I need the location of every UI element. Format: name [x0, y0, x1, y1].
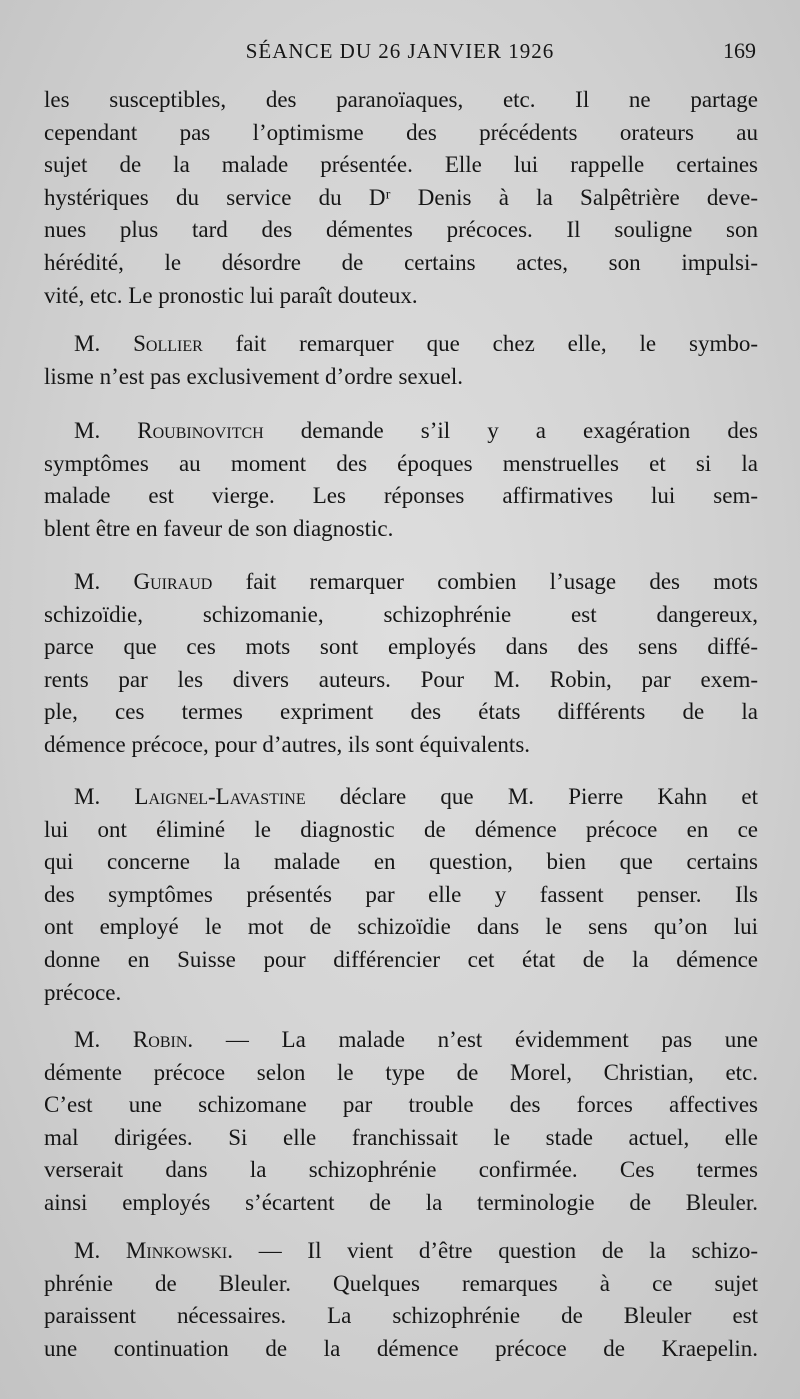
text-line: malade est vierge. Les réponses affirmatives lui sem-	[44, 483, 758, 509]
text-line: ainsi employés s’écartent de la terminologie de Bleuler.	[44, 1189, 758, 1215]
line-text: fait remarquer que chez elle, le symbo-	[202, 331, 758, 356]
page-number: 169	[723, 38, 756, 63]
text-line: vité, etc. Le pronostic lui paraît douteux.	[44, 282, 418, 308]
paragraph-guiraud	[44, 566, 758, 762]
text-line: sujet de la malade présentée. Elle lui rappelle certaines	[44, 152, 758, 178]
text-line	[44, 415, 758, 448]
paragraph-laignel-lavastine	[44, 781, 758, 1009]
paragraph-sollier	[44, 328, 758, 393]
line-text: demande s’il y a exagération des	[263, 418, 759, 443]
text-line: paraissent nécessaires. La schizophrénie de Bleuler est	[44, 1303, 758, 1329]
speaker-name: Guiraud	[133, 569, 213, 594]
text-line: nues plus tard des démentes précoces. Il souligne son	[44, 217, 758, 243]
text-line: démente précoce selon le type de Morel, Christian, etc.	[44, 1059, 758, 1085]
speaker-name: Minkowski	[125, 1238, 228, 1263]
speaker-prefix: M.	[74, 418, 138, 443]
speaker-prefix: M.	[74, 1238, 126, 1263]
running-title: SÉANCE DU 26 JANVIER 1926	[245, 39, 555, 63]
speaker-prefix: M.	[74, 784, 135, 809]
text-line	[44, 1024, 758, 1057]
text-line	[44, 1235, 758, 1268]
speaker-name: Roubinovitch	[137, 418, 264, 443]
speaker-prefix: M.	[74, 1027, 133, 1052]
speaker-name: Laignel-Lavastine	[134, 784, 306, 809]
text-line: rents par les divers auteurs. Pour M. Robin, par exem-	[44, 666, 758, 692]
paragraph-roubinovitch	[44, 415, 758, 545]
text-line: une continuation de la démence précoce de Kraepelin.	[44, 1335, 758, 1361]
running-head	[44, 36, 756, 66]
paragraph-continuation	[44, 84, 758, 312]
text-line: démence précoce, pour d’autres, ils sont équivalents.	[44, 731, 531, 757]
text-line: mal dirigées. Si elle franchissait le stade actuel, elle	[44, 1124, 758, 1150]
speaker-name: Sollier	[133, 331, 203, 356]
text-line: phrénie de Bleuler. Quelques remarques à ce sujet	[44, 1270, 758, 1296]
text-line: hystériques du service du Dʳ Denis à la Salpêtrière deve-	[44, 184, 758, 210]
text-line: ple, ces termes expriment des états différents de la	[44, 699, 758, 725]
text-line: verserait dans la schizophrénie confirmée. Ces termes	[44, 1157, 758, 1183]
speaker-prefix: M.	[74, 569, 134, 594]
text-line: donne en Suisse pour différencier cet état de la démence	[44, 946, 758, 972]
text-line: lui ont éliminé le diagnostic de démence précoce en ce	[44, 816, 758, 842]
text-line: C’est une schizomane par trouble des forces affectives	[44, 1092, 758, 1118]
text-line: qui concerne la malade en question, bien que certains	[44, 849, 758, 875]
text-line: parce que ces mots sont employés dans des sens diffé-	[44, 634, 758, 660]
text-line: lisme n’est pas exclusivement d’ordre sexuel.	[44, 363, 463, 389]
text-line	[44, 328, 758, 361]
text-line: hérédité, le désordre de certains actes, son impulsi-	[44, 249, 758, 275]
text-line: les susceptibles, des paranoïaques, etc. Il ne partage	[44, 87, 758, 112]
text-line: ont employé le mot de schizoïdie dans le sens qu’on lui	[44, 914, 758, 940]
paragraph-robin	[44, 1024, 758, 1220]
text-line: des symptômes présentés par elle y fassent penser. Ils	[44, 881, 758, 907]
text-line: symptômes au moment des époques menstruelles et si la	[44, 450, 758, 476]
line-text: déclare que M. Pierre Kahn et	[305, 784, 758, 809]
line-text: . — Il vient d’être question de la schizo-	[227, 1238, 759, 1263]
line-text: . — La malade n’est évidemment pas une	[187, 1027, 758, 1052]
line-text: fait remarquer combien l’usage des mots	[212, 569, 758, 594]
speaker-prefix: M.	[74, 331, 134, 356]
text-line: précoce.	[44, 979, 122, 1005]
speaker-name: Robin	[132, 1027, 188, 1052]
text-line	[44, 781, 758, 814]
text-line	[44, 566, 758, 599]
text-line: blent être en faveur de son diagnostic.	[44, 515, 394, 541]
text-line: cependant pas l’optimisme des précédents orateurs au	[44, 119, 758, 145]
paragraph-minkowski	[44, 1235, 758, 1365]
text-line: schizoïdie, schizomanie, schizophrénie est dangereux,	[44, 601, 758, 627]
